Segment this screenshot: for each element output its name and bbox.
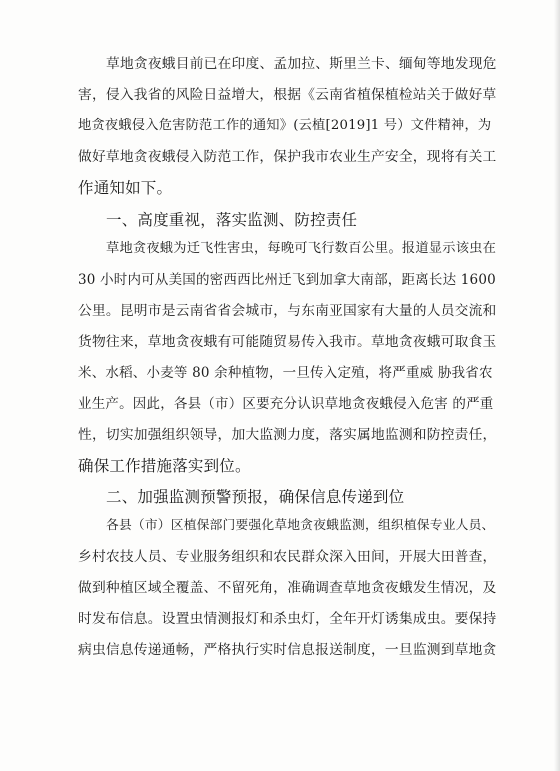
text-line: 米、水稻、小麦等 80 余种植物，一旦传入定殖，将严重威 胁我省农 <box>78 365 493 381</box>
text-line: 货物往来，草地贪夜蛾有可能随贸易传入我市。草地贪夜蛾可取食玉 <box>78 334 497 350</box>
text-line: 时发布信息。设置虫情测报灯和杀虫灯，全年开灯诱集成虫。要保持 <box>78 611 497 627</box>
text-line: 业生产。因此，各县（市）区要充分认识草地贪夜蛾侵入危害 的严重 <box>78 396 494 412</box>
text-line: 做好草地贪夜蛾侵入防范工作，保护我市农业生产安全，现将有关工 <box>78 149 497 165</box>
text-line: 作通知如下。 <box>78 179 173 197</box>
text-line: 性，切实加强组织领导，加大监测力度，落实属地监测和防控责任， <box>78 427 497 443</box>
text-line: 做到种植区域全覆盖、不留死角，准确调查草地贪夜蛾发生情况，及 <box>78 580 497 596</box>
text-line: 乡村农技人员、专业服务组织和农民群众深入田间，开展大田普查， <box>78 549 497 565</box>
text-line: 病虫信息传递通畅，严格执行实时信息报送制度，一旦监测到草地贪 <box>78 642 497 658</box>
section-heading-1: 一、高度重视，落实监测、防控责任 <box>106 211 358 229</box>
text-line: 各县（市）区植保部门要强化草地贪夜蛾监测，组织植保专业人员、 <box>106 518 495 533</box>
text-line: 害，侵入我省的风险日益增大，根据《云南省植保植检站关于做好草 <box>78 87 497 103</box>
text-line: 30 小时内可从美国的密西西比州迁飞到加拿大南部，距离长达 1600 <box>78 272 496 288</box>
text-line: 公里。昆明市是云南省省会城市，与东南亚国家有大量的人员交流和 <box>78 303 497 319</box>
text-line: 草地贪夜蛾为迁飞性害虫，每晚可飞行数百公里。报道显示该虫在 <box>106 241 497 256</box>
page-edge-shadow <box>554 0 560 771</box>
text-line: 地贪夜蛾侵入危害防范工作的通知》(云植[2019]1 号）文件精神，为 <box>78 118 492 133</box>
text-line: 草地贪夜蛾目前已在印度、孟加拉、斯里兰卡、缅甸等地发现危 <box>106 56 497 72</box>
section-heading-2: 二、加强监测预警预报，确保信息传递到位 <box>106 488 405 506</box>
text-line: 确保工作措施落实到位。 <box>78 457 251 475</box>
